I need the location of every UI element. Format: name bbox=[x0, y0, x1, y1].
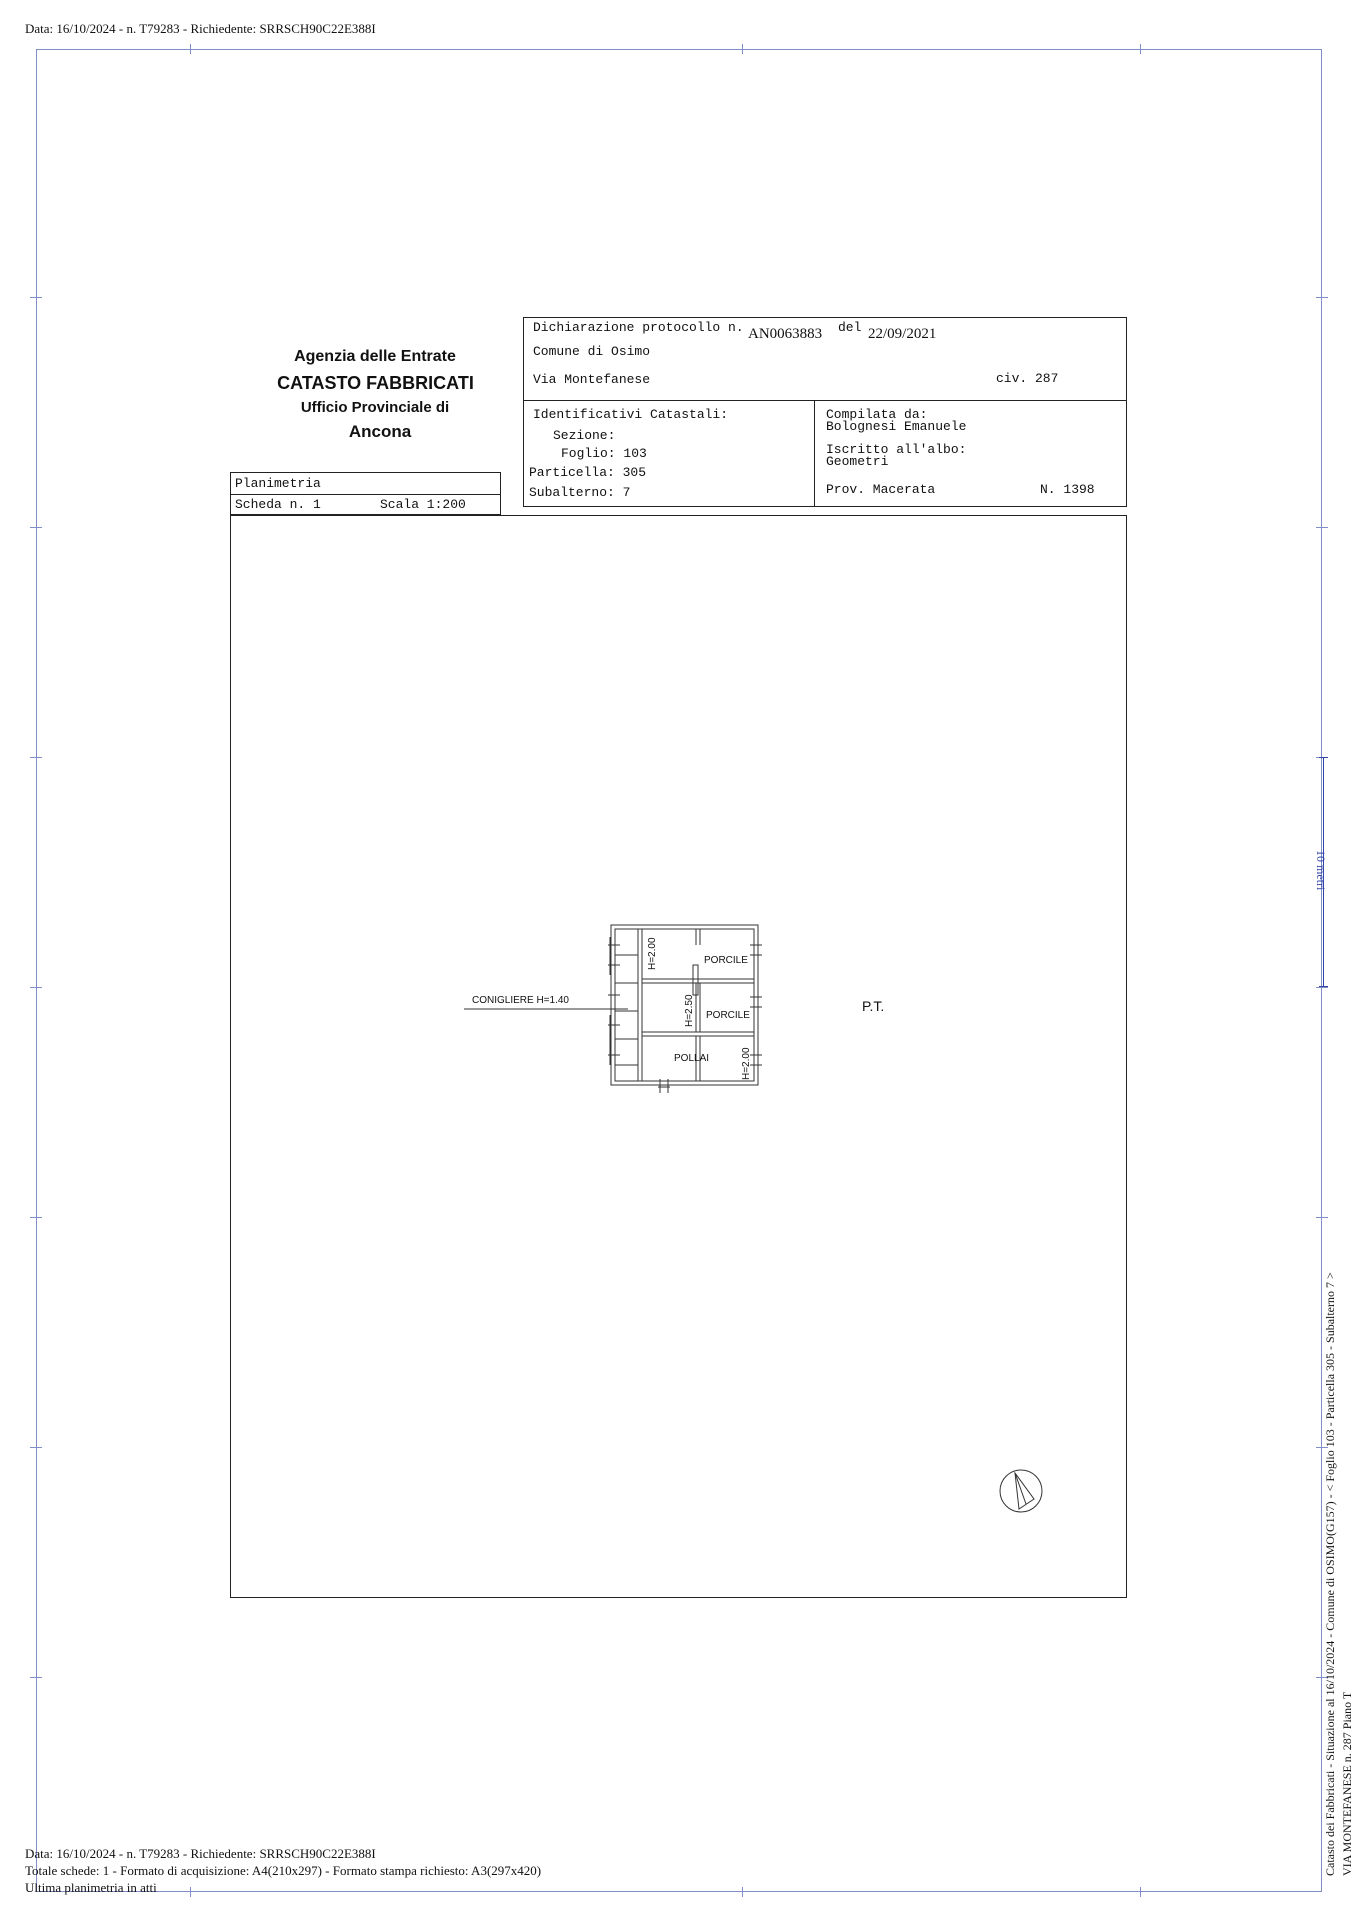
label-conigliere: CONIGLIERE H=1.40 bbox=[472, 995, 569, 1006]
label-pollai: POLLAI bbox=[674, 1053, 710, 1064]
scale-bar-end bbox=[1319, 757, 1328, 758]
label-porcile-1: PORCILE bbox=[704, 955, 748, 966]
footer-request-line: Data: 16/10/2024 - n. T79283 - Richiedente: SRRSCH90C22E388I bbox=[25, 1846, 376, 1861]
label-height-2-50: H=2.50 bbox=[684, 994, 695, 1027]
scale-bar-label: 10 metri bbox=[1314, 850, 1328, 891]
divider bbox=[230, 494, 501, 495]
divider bbox=[814, 400, 815, 507]
frame-tick bbox=[742, 1887, 743, 1897]
frame-tick bbox=[1316, 297, 1328, 298]
frame-tick bbox=[1316, 1217, 1328, 1218]
agency-office: Ufficio Provinciale di bbox=[300, 399, 450, 416]
frame-tick bbox=[30, 987, 42, 988]
north-arrow-icon bbox=[998, 1468, 1044, 1514]
label-porcile-2: PORCILE bbox=[706, 1010, 750, 1021]
date-label: del bbox=[838, 320, 862, 335]
frame-tick bbox=[190, 44, 191, 54]
registered-label: Iscritto all'albo: bbox=[826, 442, 967, 457]
header-request-line: Data: 16/10/2024 - n. T79283 - Richiedente: SRRSCH90C22E388I bbox=[25, 21, 376, 36]
side-caption-address: VIA MONTEFANESE n. 287 Piano T bbox=[1340, 1691, 1354, 1876]
compiled-by-name: Bolognesi Emanuele bbox=[826, 419, 967, 434]
sezione: Sezione: bbox=[553, 428, 616, 443]
divider bbox=[523, 400, 1127, 401]
particella: Particella: 305 bbox=[529, 465, 647, 480]
plan-scale: Scala 1:200 bbox=[380, 497, 466, 512]
scale-bar-end bbox=[1319, 986, 1328, 987]
protocol-number: AN0063883 bbox=[748, 326, 823, 342]
agency-catasto: CATASTO FABBRICATI bbox=[277, 373, 474, 393]
declaration-date: 22/09/2021 bbox=[868, 326, 937, 342]
frame-tick bbox=[30, 527, 42, 528]
subalterno: Subalterno: 7 bbox=[529, 485, 631, 500]
comune: Comune di Osimo bbox=[533, 344, 651, 359]
frame-tick bbox=[1316, 527, 1328, 528]
frame-tick bbox=[190, 1887, 191, 1897]
frame-tick bbox=[30, 1447, 42, 1448]
address: Via Montefanese bbox=[533, 372, 651, 387]
agency-city: Ancona bbox=[348, 422, 412, 441]
province: Prov. Macerata bbox=[826, 482, 936, 497]
frame-tick bbox=[30, 1217, 42, 1218]
floor-label: P.T. bbox=[862, 998, 885, 1014]
footer-format-line: Totale schede: 1 - Formato di acquisizione: A4(210x297) - Formato stampa richiesto: A3(297x420) bbox=[25, 1863, 542, 1878]
frame-tick bbox=[30, 757, 42, 758]
side-caption: Catasto dei Fabbricati - Situazione al 16/10/2024 - Comune di OSIMO(G157) - < Foglio 103 - Particella 305 - Subalterno 7 > bbox=[1323, 1272, 1337, 1876]
compiled-by-label: Compilata da: bbox=[826, 407, 928, 422]
frame-tick bbox=[1140, 1887, 1141, 1897]
civic-number: civ. 287 bbox=[996, 371, 1059, 386]
frame-tick bbox=[30, 1677, 42, 1678]
plan-title: Planimetria bbox=[235, 476, 321, 491]
registered-value: Geometri bbox=[826, 454, 889, 469]
registration-number: N. 1398 bbox=[1040, 482, 1095, 497]
frame-tick bbox=[1316, 987, 1328, 988]
footer-last-plan: Ultima planimetria in atti bbox=[25, 1880, 157, 1895]
label-height-2-00: H=2.00 bbox=[647, 937, 658, 970]
foglio: Foglio: 103 bbox=[561, 446, 647, 461]
frame-tick bbox=[1140, 44, 1141, 54]
agency-name: Agenzia delle Entrate bbox=[294, 348, 456, 365]
plan-scheda: Scheda n. 1 bbox=[235, 497, 321, 512]
frame-tick bbox=[30, 297, 42, 298]
identifiers-title: Identificativi Catastali: bbox=[533, 407, 729, 422]
protocol-label: Dichiarazione protocollo n. bbox=[533, 320, 744, 335]
frame-tick bbox=[742, 44, 743, 54]
label-height-2-00-b: H=2.00 bbox=[741, 1047, 752, 1080]
